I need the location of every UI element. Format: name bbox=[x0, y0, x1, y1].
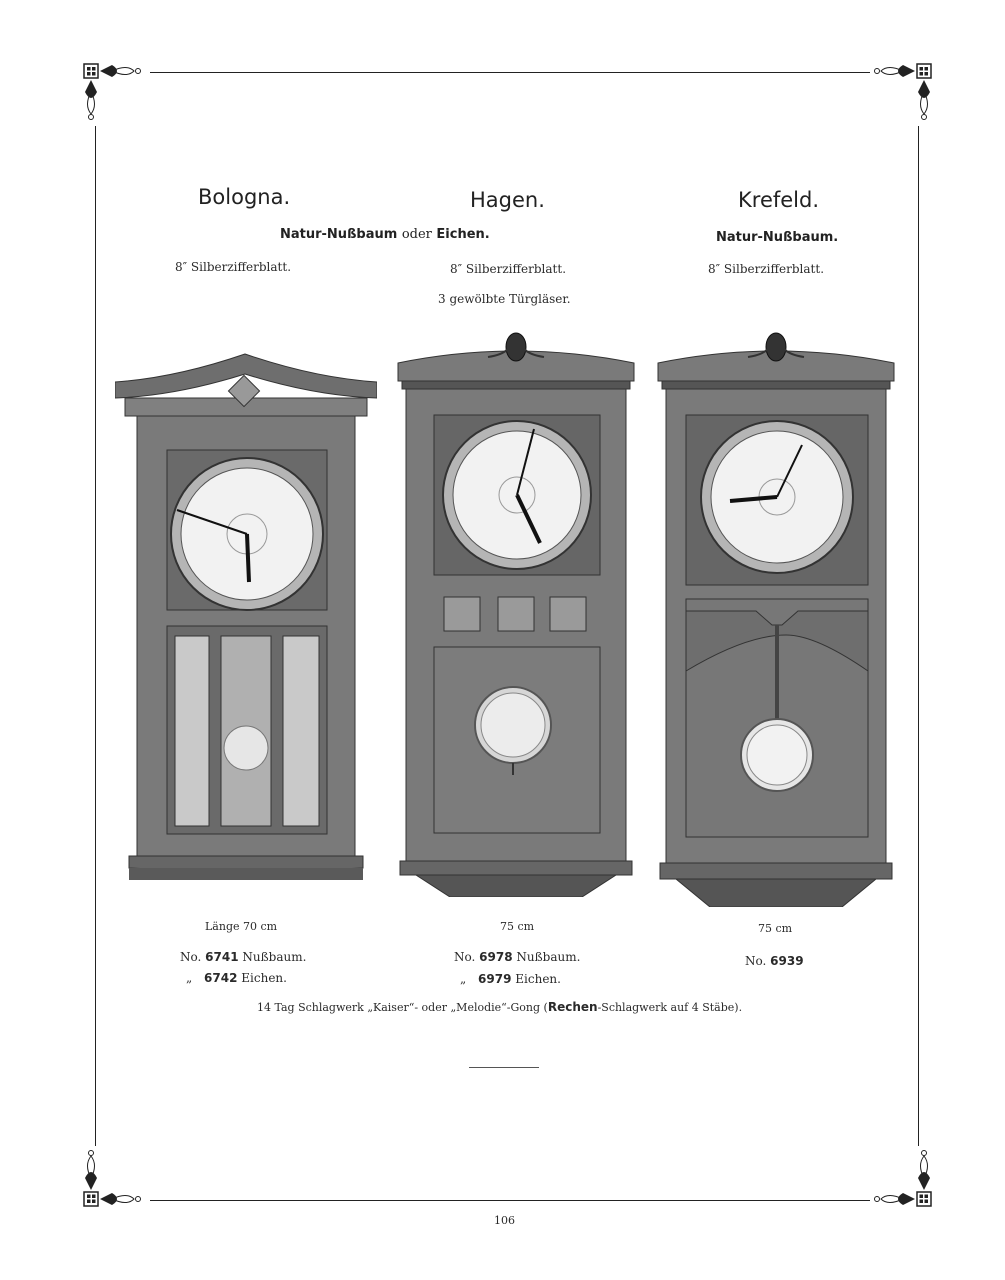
length-hagen: 75 cm bbox=[500, 920, 535, 933]
item-row bbox=[180, 950, 306, 964]
corner-ornament-bottom-left bbox=[82, 1150, 142, 1210]
frame-right-line bbox=[918, 126, 919, 1146]
item-wood: Nußbaum. bbox=[516, 950, 581, 964]
wood-krefeld: Natur-Nußbaum. bbox=[716, 230, 839, 245]
corner-ornament-top-left bbox=[82, 60, 142, 120]
wood-option-or: oder bbox=[401, 227, 432, 242]
item-number: 6939 bbox=[770, 954, 804, 968]
item-row bbox=[186, 971, 287, 985]
striking-note bbox=[257, 1000, 742, 1014]
striking-note-bold: Rechen bbox=[547, 1000, 598, 1014]
corner-ornament-bottom-right bbox=[873, 1150, 933, 1210]
item-number: 6742 bbox=[204, 971, 238, 985]
length-krefeld: 75 cm bbox=[758, 922, 793, 935]
item-number: 6741 bbox=[205, 950, 239, 964]
item-wood: Nußbaum. bbox=[242, 950, 307, 964]
clock-title-bologna: Bologna. bbox=[198, 185, 291, 209]
corner-ornament-top-right bbox=[873, 60, 933, 120]
clock-title-hagen: Hagen. bbox=[470, 188, 545, 212]
divider bbox=[469, 1067, 539, 1068]
clock-illustration-hagen bbox=[396, 325, 636, 897]
glass-note-hagen: 3 gewölbte Türgläser. bbox=[438, 292, 571, 306]
clock-illustration-krefeld bbox=[656, 325, 896, 907]
item-prefix: „ bbox=[460, 972, 467, 986]
frame-top-line bbox=[150, 72, 870, 73]
item-prefix: No. bbox=[180, 950, 202, 964]
item-row bbox=[454, 950, 580, 964]
dial-hagen: 8″ Silberzifferblatt. bbox=[450, 262, 567, 276]
dial-krefeld: 8″ Silberzifferblatt. bbox=[708, 262, 825, 276]
item-prefix: No. bbox=[745, 954, 767, 968]
item-row bbox=[460, 972, 561, 986]
frame-left-line bbox=[95, 126, 96, 1146]
length-bologna: Länge 70 cm bbox=[205, 920, 278, 933]
frame-bottom-line bbox=[150, 1200, 870, 1201]
striking-note-text: 14 Tag Schlagwerk „Kaiser“- oder „Melodie“-Gong ( bbox=[257, 1001, 548, 1014]
item-number: 6979 bbox=[478, 972, 512, 986]
clock-title-krefeld: Krefeld. bbox=[738, 188, 820, 212]
wood-options-hagen bbox=[280, 227, 490, 242]
item-number: 6978 bbox=[479, 950, 513, 964]
striking-note-text-end: -Schlagwerk auf 4 Stäbe). bbox=[597, 1001, 743, 1014]
clock-illustration-bologna bbox=[115, 352, 377, 884]
item-wood: Eichen. bbox=[241, 971, 287, 985]
wood-option-a: Natur-Nußbaum bbox=[280, 227, 398, 242]
dial-bologna: 8″ Silberzifferblatt. bbox=[175, 260, 292, 274]
wood-option-b: Eichen. bbox=[436, 227, 490, 242]
item-prefix: „ bbox=[186, 971, 193, 985]
page-number: 106 bbox=[494, 1214, 515, 1227]
item-prefix: No. bbox=[454, 950, 476, 964]
item-row bbox=[745, 954, 804, 968]
item-wood: Eichen. bbox=[515, 972, 561, 986]
